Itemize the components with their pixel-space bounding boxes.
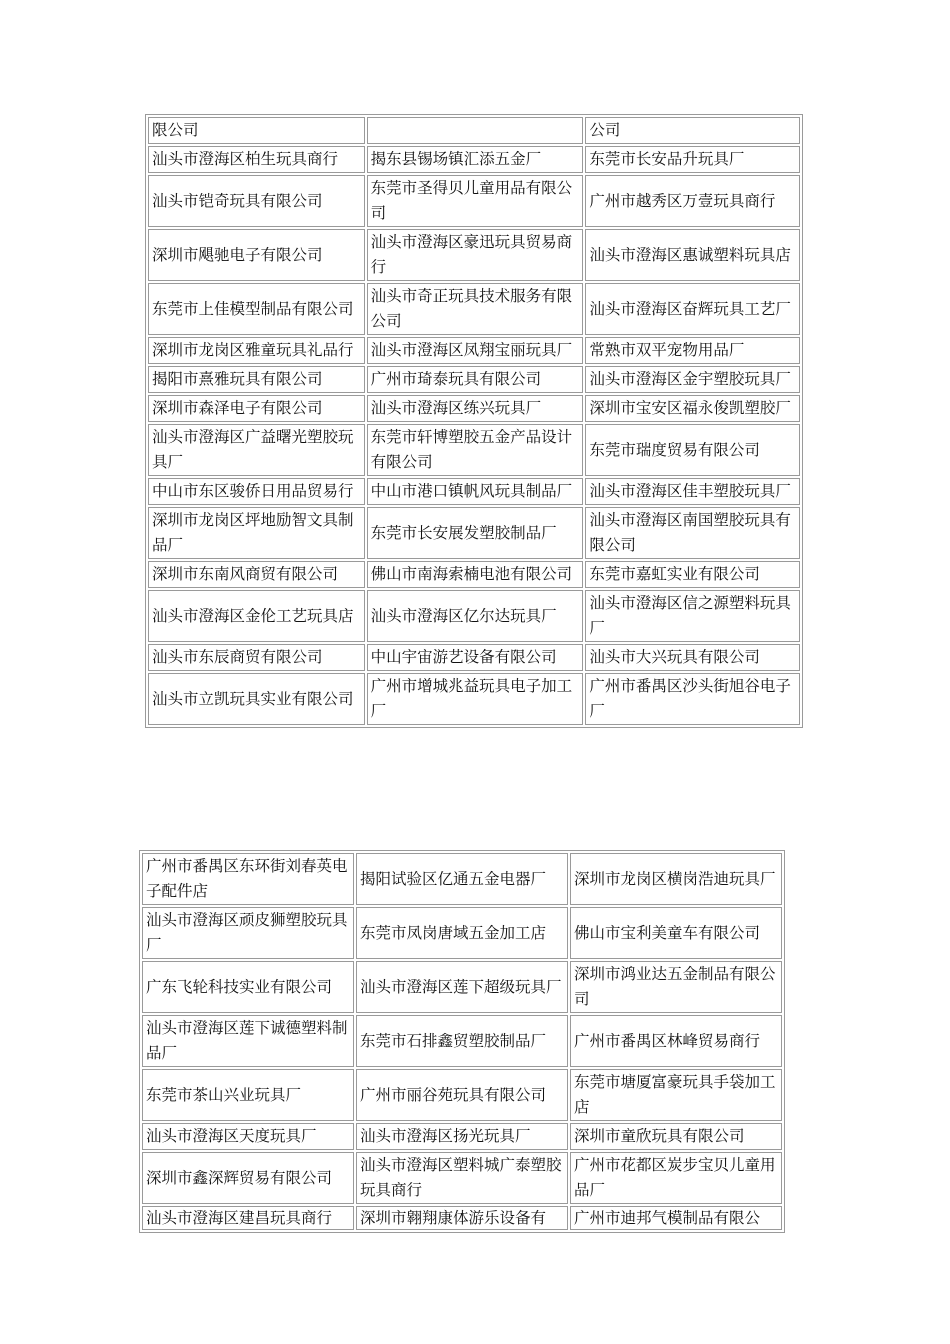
company-cell: 广州市花都区炭步宝贝儿童用品厂 bbox=[570, 1152, 782, 1204]
company-cell: 东莞市轩博塑胶五金产品设计有限公司 bbox=[367, 424, 584, 476]
company-cell: 汕头市东辰商贸有限公司 bbox=[148, 644, 365, 671]
table-row bbox=[148, 283, 800, 335]
company-cell: 汕头市澄海区豪迅玩具贸易商行 bbox=[367, 229, 584, 281]
company-cell: 深圳市翱翔康体游乐设备有 bbox=[356, 1206, 568, 1230]
company-cell: 中山宇宙游艺设备有限公司 bbox=[367, 644, 584, 671]
company-cell: 深圳市飓驰电子有限公司 bbox=[148, 229, 365, 281]
company-cell: 深圳市鑫深辉贸易有限公司 bbox=[142, 1152, 354, 1204]
company-cell: 汕头市澄海区金宇塑胶玩具厂 bbox=[585, 366, 800, 393]
company-cell: 深圳市龙岗区坪地励智文具制品厂 bbox=[148, 507, 365, 559]
company-cell: 广州市增城兆益玩具电子加工厂 bbox=[367, 673, 584, 725]
company-cell: 汕头市澄海区奋辉玩具工艺厂 bbox=[585, 283, 800, 335]
company-cell: 广州市丽谷苑玩具有限公司 bbox=[356, 1069, 568, 1121]
company-cell: 汕头市澄海区惠诚塑料玩具店 bbox=[585, 229, 800, 281]
company-cell: 汕头市澄海区凤翔宝丽玩具厂 bbox=[367, 337, 584, 364]
company-cell: 汕头市澄海区顽皮狮塑胶玩具厂 bbox=[142, 907, 354, 959]
company-cell: 东莞市长安展发塑胶制品厂 bbox=[367, 507, 584, 559]
company-cell: 东莞市圣得贝儿童用品有限公司 bbox=[367, 175, 584, 227]
company-cell: 中山市东区骏侨日用品贸易行 bbox=[148, 478, 365, 505]
company-cell: 汕头市铠奇玩具有限公司 bbox=[148, 175, 365, 227]
company-cell: 东莞市瑞度贸易有限公司 bbox=[585, 424, 800, 476]
table-row bbox=[148, 146, 800, 173]
table-row bbox=[148, 117, 800, 144]
company-cell: 汕头市澄海区莲下超级玩具厂 bbox=[356, 961, 568, 1013]
company-cell: 汕头市澄海区建昌玩具商行 bbox=[142, 1206, 354, 1230]
company-cell: 汕头市澄海区莲下诚德塑料制品厂 bbox=[142, 1015, 354, 1067]
table-row bbox=[148, 590, 800, 642]
company-cell: 汕头市澄海区南国塑胶玩具有限公司 bbox=[585, 507, 800, 559]
table-row bbox=[142, 1123, 782, 1150]
company-cell: 深圳市龙岗区雅童玩具礼品行 bbox=[148, 337, 365, 364]
table-row bbox=[148, 366, 800, 393]
company-cell: 深圳市东南风商贸有限公司 bbox=[148, 561, 365, 588]
table-row bbox=[148, 673, 800, 725]
table-row bbox=[142, 961, 782, 1013]
company-table-2 bbox=[139, 850, 785, 1233]
table-row bbox=[148, 644, 800, 671]
company-cell: 揭阳市熹雅玩具有限公司 bbox=[148, 366, 365, 393]
company-cell: 深圳市鸿业达五金制品有限公司 bbox=[570, 961, 782, 1013]
table-row bbox=[142, 1069, 782, 1121]
company-cell: 佛山市宝利美童车有限公司 bbox=[570, 907, 782, 959]
company-cell: 汕头市澄海区练兴玩具厂 bbox=[367, 395, 584, 422]
company-table-1 bbox=[145, 114, 803, 728]
company-cell: 汕头市大兴玩具有限公司 bbox=[585, 644, 800, 671]
table-row bbox=[142, 1152, 782, 1204]
company-cell: 汕头市澄海区天度玩具厂 bbox=[142, 1123, 354, 1150]
company-cell: 广州市番禺区东环街刘春英电子配件店 bbox=[142, 853, 354, 905]
company-cell: 广州市琦泰玩具有限公司 bbox=[367, 366, 584, 393]
company-cell: 常熟市双平宠物用品厂 bbox=[585, 337, 800, 364]
company-cell: 汕头市立凯玩具实业有限公司 bbox=[148, 673, 365, 725]
company-cell: 中山市港口镇帆风玩具制品厂 bbox=[367, 478, 584, 505]
table-row bbox=[148, 337, 800, 364]
company-cell: 广州市越秀区万壹玩具商行 bbox=[585, 175, 800, 227]
table-row bbox=[142, 1206, 782, 1230]
company-cell: 广州市番禺区林峰贸易商行 bbox=[570, 1015, 782, 1067]
table-row bbox=[142, 853, 782, 905]
table-row bbox=[148, 395, 800, 422]
company-cell: 深圳市童欣玩具有限公司 bbox=[570, 1123, 782, 1150]
company-cell: 限公司 bbox=[148, 117, 365, 144]
company-cell: 东莞市石排鑫贸塑胶制品厂 bbox=[356, 1015, 568, 1067]
table-row bbox=[142, 1015, 782, 1067]
table-row bbox=[148, 229, 800, 281]
company-cell: 揭阳试验区亿通五金电器厂 bbox=[356, 853, 568, 905]
table-row bbox=[148, 175, 800, 227]
company-cell: 深圳市龙岗区横岗浩迪玩具厂 bbox=[570, 853, 782, 905]
company-cell: 东莞市上佳模型制品有限公司 bbox=[148, 283, 365, 335]
table-row bbox=[142, 907, 782, 959]
table-row bbox=[148, 478, 800, 505]
company-cell: 东莞市塘厦富豪玩具手袋加工店 bbox=[570, 1069, 782, 1121]
company-cell: 揭东县锡场镇汇添五金厂 bbox=[367, 146, 584, 173]
company-cell: 汕头市澄海区金伦工艺玩具店 bbox=[148, 590, 365, 642]
company-cell: 深圳市宝安区福永俊凯塑胶厂 bbox=[585, 395, 800, 422]
company-cell: 汕头市澄海区信之源塑料玩具厂 bbox=[585, 590, 800, 642]
table-row bbox=[148, 507, 800, 559]
company-cell: 东莞市凤岗唐域五金加工店 bbox=[356, 907, 568, 959]
company-cell: 佛山市南海索楠电池有限公司 bbox=[367, 561, 584, 588]
company-cell: 公司 bbox=[585, 117, 800, 144]
table-row bbox=[148, 424, 800, 476]
company-cell: 广州市番禺区沙头街旭谷电子厂 bbox=[585, 673, 800, 725]
company-cell: 汕头市澄海区塑料城广泰塑胶玩具商行 bbox=[356, 1152, 568, 1204]
company-cell: 广东飞轮科技实业有限公司 bbox=[142, 961, 354, 1013]
company-cell: 深圳市森泽电子有限公司 bbox=[148, 395, 365, 422]
company-cell: 东莞市茶山兴业玩具厂 bbox=[142, 1069, 354, 1121]
company-cell: 广州市迪邦气模制品有限公 bbox=[570, 1206, 782, 1230]
company-cell: 汕头市澄海区佳丰塑胶玩具厂 bbox=[585, 478, 800, 505]
company-cell: 汕头市奇正玩具技术服务有限公司 bbox=[367, 283, 584, 335]
table-row bbox=[148, 561, 800, 588]
company-cell: 汕头市澄海区广益曙光塑胶玩具厂 bbox=[148, 424, 365, 476]
company-cell: 汕头市澄海区柏生玩具商行 bbox=[148, 146, 365, 173]
company-cell: 东莞市嘉虹实业有限公司 bbox=[585, 561, 800, 588]
company-cell: 东莞市长安品升玩具厂 bbox=[585, 146, 800, 173]
company-cell: 汕头市澄海区亿尔达玩具厂 bbox=[367, 590, 584, 642]
company-cell bbox=[367, 117, 584, 144]
company-cell: 汕头市澄海区扬光玩具厂 bbox=[356, 1123, 568, 1150]
